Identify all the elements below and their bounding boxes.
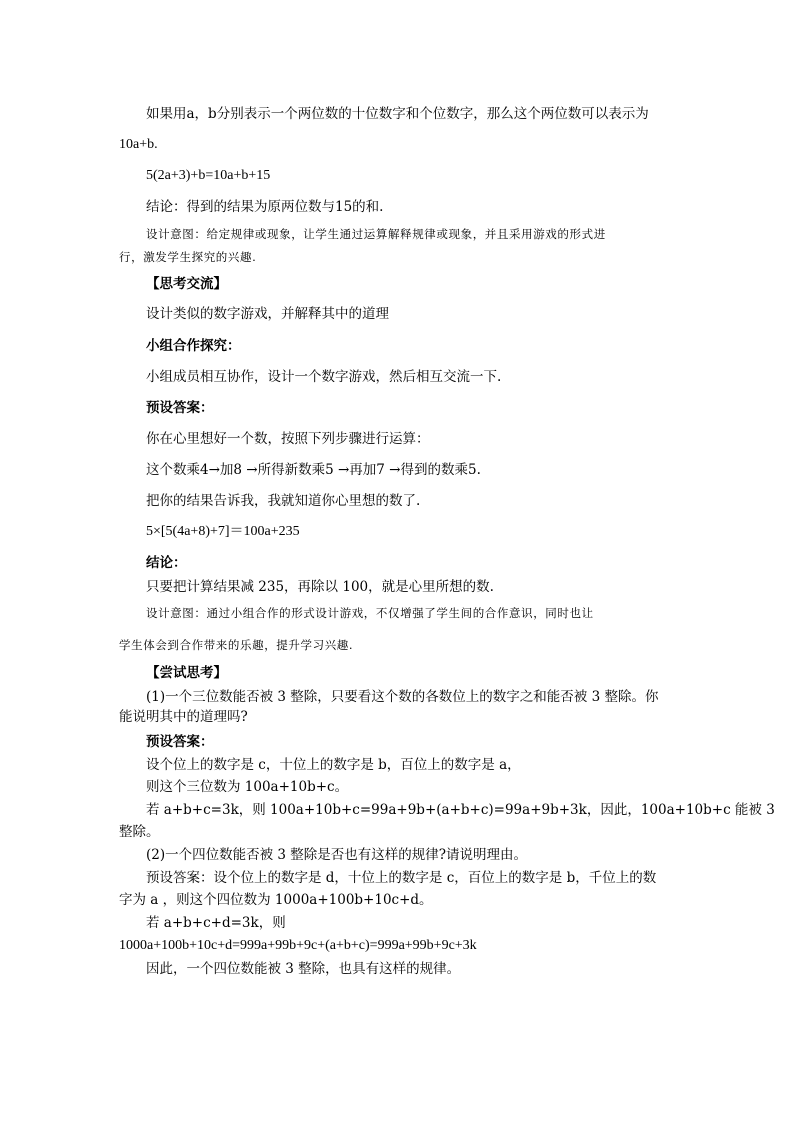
text-line: 设个位上的数字是 c，十位上的数字是 b，百位上的数字是 a， (146, 757, 521, 773)
text-line: 10a+b. (119, 137, 158, 152)
text-line: 设计类似的数字游戏，并解释其中的道理 (146, 306, 389, 322)
text-line: 只要把计算结果减 235，再除以 100，就是心里所想的数. (146, 579, 494, 595)
text-line: 这个数乘4→加8 →所得新数乘5 →再加7 →得到的数乘5. (146, 462, 481, 478)
text-line: 如果用a，b分别表示一个两位数的十位数字和个位数字，那么这个两位数可以表示为 (146, 106, 649, 122)
text-line: 预设答案：设个位上的数字是 d，十位上的数字是 c，百位上的数字是 b，千位上的数 (146, 870, 657, 886)
text-line: (2)一个四位数能否被 3 整除是否也有这样的规律?请说明理由。 (146, 847, 528, 863)
formula-line: 5×[5(4a+8)+7]＝100a+235 (146, 524, 300, 539)
design-intent-note: 设计意图：给定规律或现象，让学生通过运算解释规律或现象，并且采用游戏的形式进 (146, 227, 606, 241)
subheading: 预设答案： (146, 400, 214, 416)
subheading: 小组合作探究： (146, 338, 241, 354)
text-line: 小组成员相互协作，设计一个数字游戏，然后相互交流一下. (146, 369, 502, 385)
subheading: 预设答案： (146, 734, 214, 750)
text-line: (1)一个三位数能否被 3 整除，只要看这个数的各数位上的数字之和能否被 3 整除。你 (146, 689, 659, 705)
text-line: 字为 a ，则这个四位数为 1000a+100b+10c+d。 (119, 892, 433, 908)
text-line: 整除。 (119, 824, 160, 840)
conclusion-line: 结论：得到的结果为原两位数与15的和. (146, 199, 384, 215)
formula-line: 5(2a+3)+b=10a+b+15 (146, 168, 271, 183)
text-line: 把你的结果告诉我，我就知道你心里想的数了. (146, 493, 421, 509)
section-heading: 【尝试思考】 (146, 665, 227, 681)
text-line: 你在心里想好一个数，按照下列步骤进行运算： (146, 431, 430, 447)
formula-line: 1000a+100b+10c+d=999a+99b+9c+(a+b+c)=999a+99b+9c+3k (119, 938, 477, 953)
section-heading: 【思考交流】 (146, 276, 227, 292)
text-line: 若 a+b+c=3k，则 100a+10b+c=99a+9b+(a+b+c)=99a+9b+3k，因此，100a+10b+c 能被 3 (146, 802, 775, 818)
design-intent-note: 行，激发学生探究的兴趣. (119, 250, 257, 264)
design-intent-note: 学生体会到合作带来的乐趣，提升学习兴趣. (119, 638, 354, 652)
text-line: 因此，一个四位数能被 3 整除，也具有这样的规律。 (146, 961, 461, 977)
text-line: 若 a+b+c+d=3k，则 (146, 915, 286, 931)
text-line: 则这个三位数为 100a+10b+c。 (146, 779, 349, 795)
design-intent-note: 设计意图：通过小组合作的形式设计游戏，不仅增强了学生间的合作意识，同时也让 (146, 606, 594, 620)
text-line: 能说明其中的道理吗? (119, 709, 248, 725)
subheading: 结论： (146, 555, 187, 571)
